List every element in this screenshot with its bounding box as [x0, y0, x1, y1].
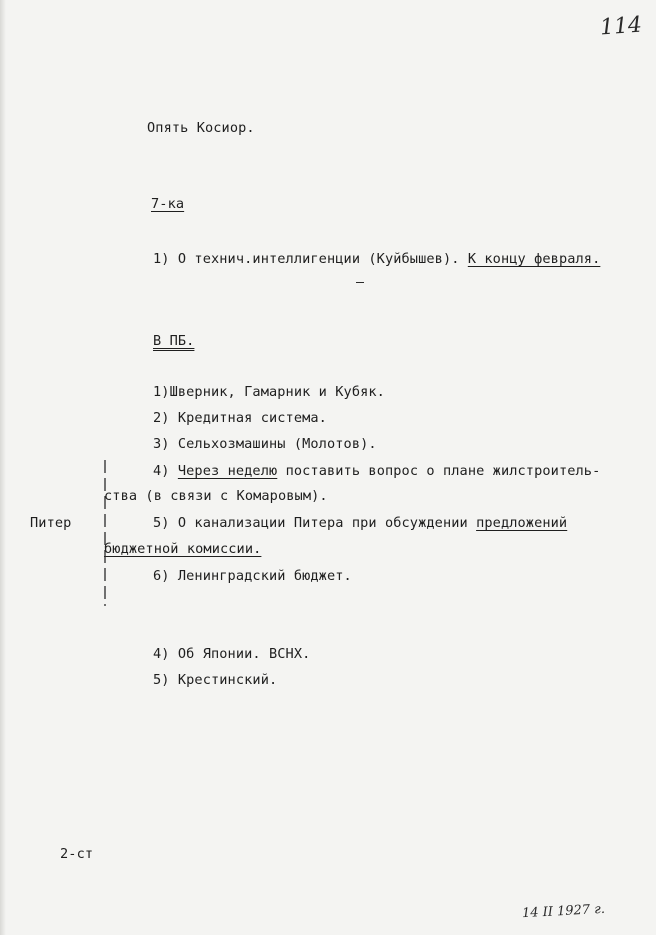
section-7ka-deadline: К концу февраля. — [467, 251, 601, 267]
pb-item-5 — [153, 515, 567, 531]
section-7ka-title: 7-ка — [151, 196, 185, 212]
page-edge-shadow — [0, 0, 6, 935]
pb-item-3: 3) Сельхозмашины (Молотов). — [153, 436, 377, 452]
pb-item-6: 6) Ленинградский бюджет. — [153, 568, 352, 584]
section-7ka-item-text: 1) О технич.интеллигенции (Куйбышев). — [153, 251, 460, 267]
pb-item-4-rest: поставить вопрос о плане жилстроитель- — [277, 463, 601, 479]
extra-item-4: 4) Об Японии. ВСНХ. — [153, 646, 311, 662]
pb-item-5-underlined: предложений — [476, 515, 568, 531]
pb-item-1: 1)Шверник, Гамарник и Кубяк. — [153, 384, 385, 400]
pb-item-4-line-2: ства (в связи с Комаровым). — [104, 488, 328, 504]
pb-item-5-line-2: бюджетной комиссии. — [104, 541, 262, 557]
margin-bracket — [100, 458, 110, 608]
margin-label-piter: Питер — [30, 515, 72, 531]
pb-item-4-underlined: Через неделю — [177, 463, 278, 479]
section-7ka-item-1 — [153, 251, 600, 267]
footer-code: 2-ст — [60, 846, 94, 862]
handwritten-date: 14 II 1927 г. — [521, 901, 606, 922]
folio-number: 114 — [599, 12, 643, 41]
pb-item-4 — [153, 463, 600, 479]
heading-text: Опять Косиор. — [147, 120, 255, 136]
pb-item-2: 2) Кредитная система. — [153, 410, 327, 426]
section-pb-title: В ПБ. — [153, 333, 195, 349]
extra-item-5: 5) Крестинский. — [153, 672, 278, 688]
small-dash-mark — [356, 282, 364, 283]
pb-item-4-number: 4) — [153, 463, 178, 479]
pb-item-5-start: 5) О канализации Питера при обсуждении — [153, 515, 477, 531]
